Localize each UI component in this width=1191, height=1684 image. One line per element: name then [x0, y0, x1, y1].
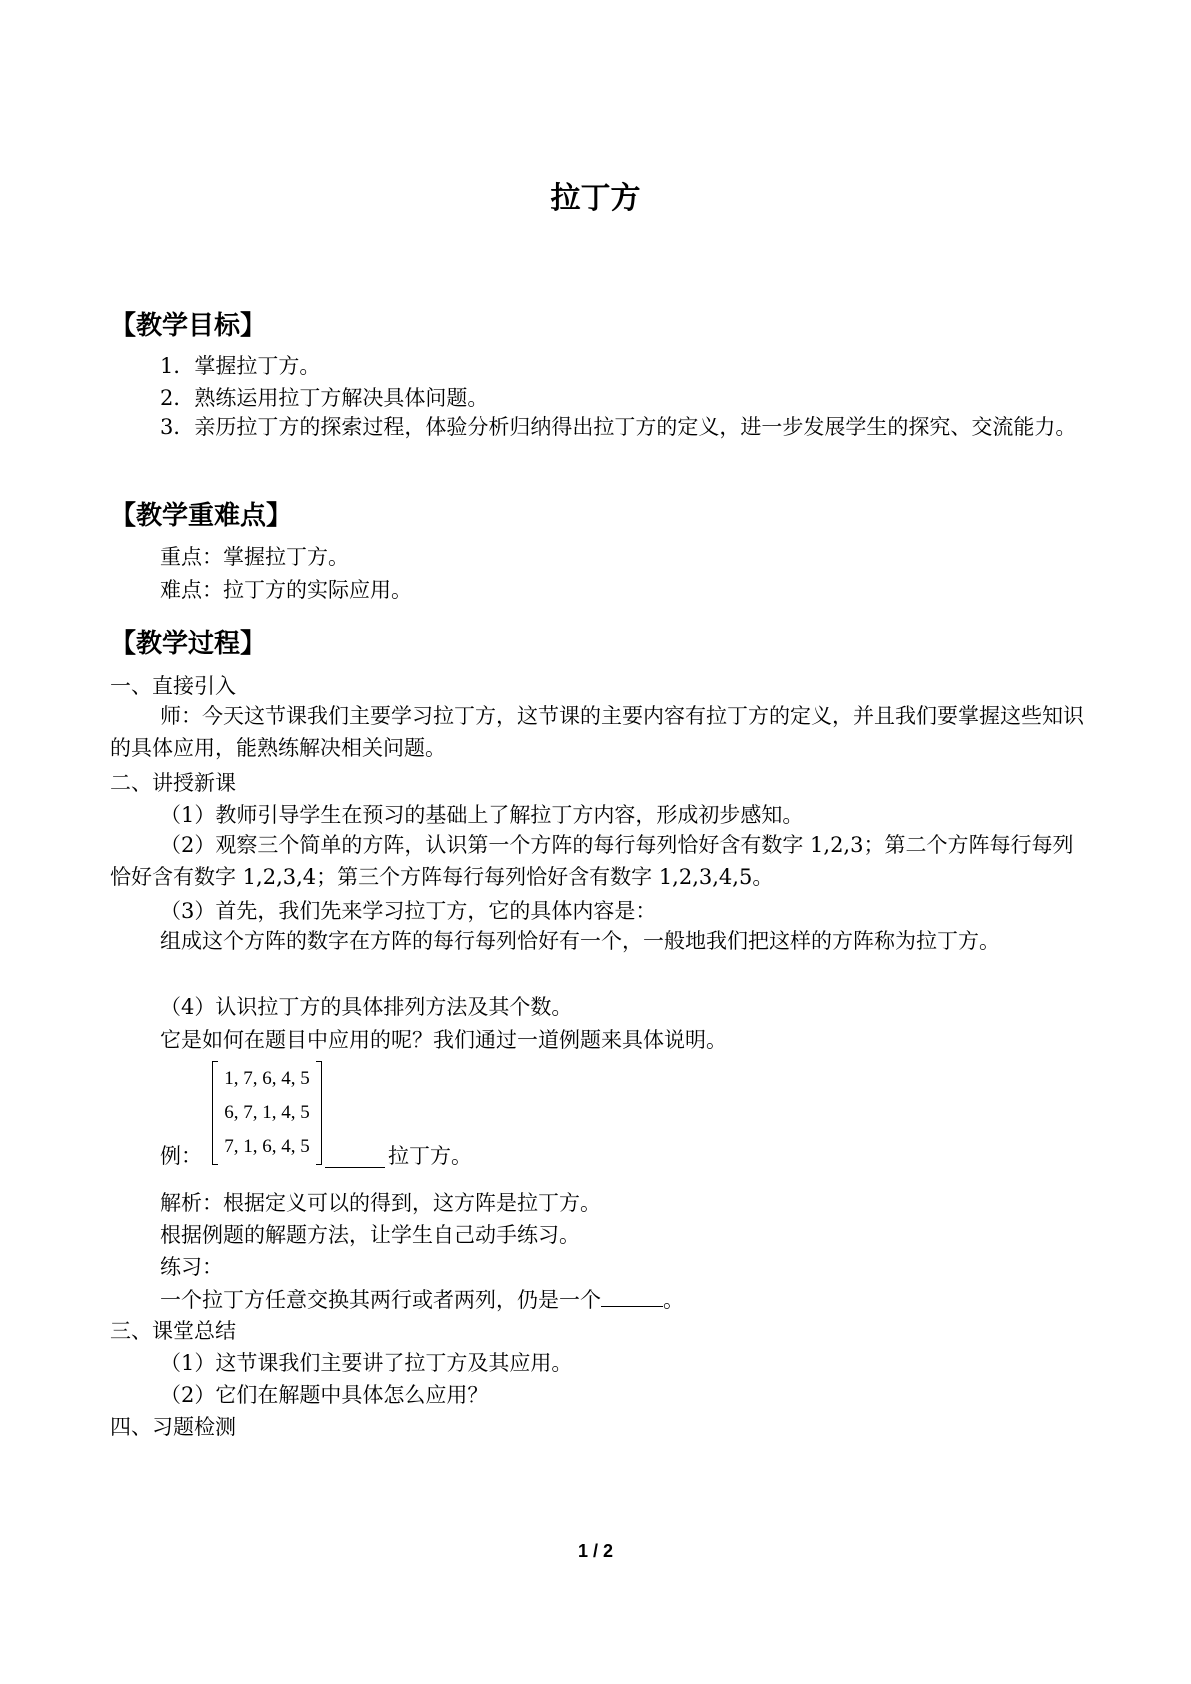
example-suffix: 拉丁方。 — [388, 1144, 472, 1168]
part3-title: 三、课堂总结 — [110, 1319, 236, 1343]
step-2: （2）观察三个简单的方阵，认识第一个方阵的每行每列恰好含有数字 1,2,3；第二个方阵每行每列恰好含有数字 1,2,3,4；第三个方阵每行每列恰好含有数字 1,2,3,4,5。 — [110, 833, 1074, 889]
practice-answer-blank — [601, 1286, 663, 1307]
practice-intro: 根据例题的解题方法，让学生自己动手练习。 — [160, 1223, 580, 1247]
definition-text: 组成这个方阵的数字在方阵的每行每列恰好有一个，一般地我们把这样的方阵称为拉丁方。 — [160, 929, 1000, 953]
difficulty-point: 难点：拉丁方的实际应用。 — [160, 578, 412, 602]
matrix-row-3: 7, 1, 6, 4, 5 — [224, 1136, 310, 1157]
objective-item-3: 3．亲历拉丁方的探索过程，体验分析归纳得出拉丁方的定义，进一步发展学生的探究、交流能力。 — [160, 415, 1077, 439]
section-heading-objectives: 【教学目标】 — [110, 311, 267, 341]
matrix-right-bracket — [316, 1061, 322, 1165]
section-heading-process: 【教学过程】 — [110, 629, 267, 659]
example-answer-blank — [325, 1145, 385, 1168]
step-4: （4）认识拉丁方的具体排列方法及其个数。 — [160, 995, 573, 1019]
matrix-row-1: 1, 7, 6, 4, 5 — [224, 1068, 310, 1089]
part1-title: 一、直接引入 — [110, 674, 236, 698]
summary-1: （1）这节课我们主要讲了拉丁方及其应用。 — [160, 1351, 573, 1375]
practice-end: 。 — [663, 1288, 684, 1312]
step-1: （1）教师引导学生在预习的基础上了解拉丁方内容，形成初步感知。 — [160, 803, 804, 827]
key-point: 重点：掌握拉丁方。 — [160, 545, 349, 569]
matrix-row-2: 6, 7, 1, 4, 5 — [224, 1102, 310, 1123]
step-3: （3）首先，我们先来学习拉丁方，它的具体内容是： — [160, 899, 657, 923]
objective-item-1: 1．掌握拉丁方。 — [160, 354, 321, 378]
practice-text: 一个拉丁方任意交换其两行或者两列，仍是一个 — [160, 1288, 601, 1312]
summary-2: （2）它们在解题中具体怎么应用？ — [160, 1383, 489, 1407]
part4-title: 四、习题检测 — [110, 1415, 236, 1439]
part1-text: 师：今天这节课我们主要学习拉丁方，这节课的主要内容有拉丁方的定义，并且我们要掌握这些知识的具体应用，能熟练解决相关问题。 — [110, 704, 1084, 760]
page-number: 1 / 2 — [577, 1541, 614, 1561]
page-title: 拉丁方 — [550, 181, 641, 216]
objective-item-2: 2．熟练运用拉丁方解决具体问题。 — [160, 386, 489, 410]
analysis-text: 解析：根据定义可以的得到，这方阵是拉丁方。 — [160, 1191, 601, 1215]
example-label: 例： — [160, 1144, 202, 1168]
section-heading-key-points: 【教学重难点】 — [110, 501, 293, 531]
practice-question — [160, 1286, 684, 1313]
example-question: 它是如何在题目中应用的呢？我们通过一道例题来具体说明。 — [160, 1028, 727, 1052]
part2-title: 二、讲授新课 — [110, 771, 236, 795]
example-matrix — [212, 1061, 322, 1165]
practice-label: 练习： — [160, 1255, 223, 1279]
